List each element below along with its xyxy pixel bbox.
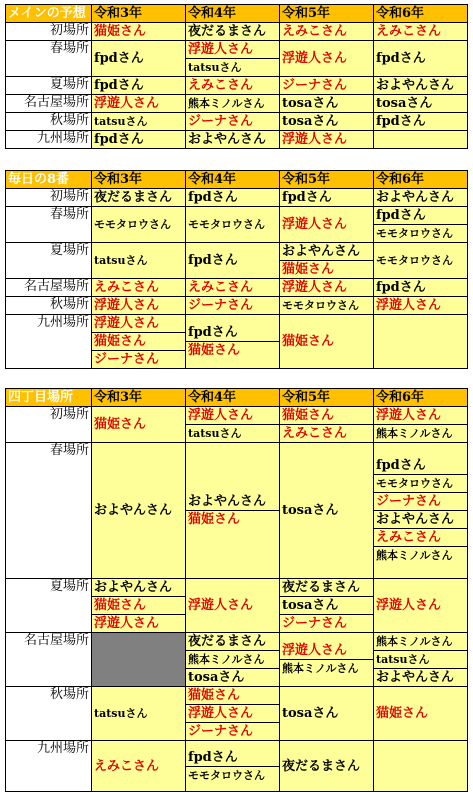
prediction-cell — [92, 95, 186, 113]
prediction-cell — [92, 243, 186, 279]
prediction-cell — [280, 207, 374, 243]
predictor-name: えみこさん — [280, 424, 373, 442]
predictor-name: 熊本ミノルさん — [374, 546, 467, 564]
predictor-name: 猫姫さん — [186, 341, 279, 359]
prediction-cell — [374, 407, 468, 443]
predictor-name: 浮遊人さん — [376, 298, 442, 313]
predictor-name: 浮遊人さん — [282, 643, 348, 658]
predictor-name: fpdさん — [376, 114, 426, 129]
predictor-name: 猫姫さん — [92, 332, 185, 350]
predictor-name: fpdさん — [376, 280, 426, 295]
table-row — [6, 189, 468, 207]
predictor-name: 猫姫さん — [188, 688, 241, 703]
table-title: 四丁目場所 — [6, 389, 92, 407]
predictor-name: tatsuさん — [94, 254, 148, 267]
table-title: メインの予想 — [6, 5, 92, 23]
prediction-cell — [280, 579, 374, 633]
predictor-name: およやんさん — [376, 190, 455, 205]
prediction-cell — [92, 23, 186, 41]
predictor-name: fpdさん — [188, 253, 238, 268]
predictor-name: 夜だるまさん — [188, 634, 267, 649]
prediction-cell — [92, 279, 186, 297]
predictor-name: ジーナさん — [92, 350, 185, 368]
prediction-cell — [374, 579, 468, 633]
basho-label: 夏場所 — [6, 77, 92, 95]
predictor-name: tosaさん — [376, 96, 433, 111]
header-row — [6, 389, 468, 407]
basho-label: 秋場所 — [6, 297, 92, 315]
predictor-name: tosaさん — [280, 596, 373, 614]
table-row — [6, 207, 468, 243]
predictor-name: 夜だるまさん — [282, 580, 361, 595]
table-row — [6, 131, 468, 149]
predictor-name: 猫姫さん — [94, 417, 147, 432]
predictor-name: 浮遊人さん — [94, 96, 160, 111]
prediction-cell — [186, 443, 280, 579]
predictor-name: 猫姫さん — [92, 596, 185, 614]
predictor-name: 夜だるまさん — [282, 758, 361, 774]
prediction-cell — [92, 189, 186, 207]
prediction-cell — [92, 41, 186, 77]
prediction-cell — [186, 741, 280, 792]
prediction-cell — [374, 443, 468, 579]
prediction-cell — [280, 131, 374, 149]
prediction-cell — [92, 207, 186, 243]
prediction-cell — [280, 113, 374, 131]
prediction-cell — [186, 633, 280, 687]
year-header: 令和4年 — [186, 5, 280, 23]
table-row — [6, 41, 468, 77]
prediction-cell — [92, 687, 186, 741]
prediction-cell — [186, 207, 280, 243]
table-row — [6, 407, 468, 443]
predictor-name: tosaさん — [282, 706, 339, 721]
predictor-name: およやんさん — [94, 503, 173, 518]
year-header: 令和5年 — [280, 389, 374, 407]
table-row — [6, 243, 468, 279]
table-row — [6, 297, 468, 315]
prediction-cell — [374, 207, 468, 243]
predictor-name: tosaさん — [282, 114, 339, 129]
predictor-name: 猫姫さん — [282, 408, 335, 423]
year-header: 令和3年 — [92, 5, 186, 23]
prediction-cell — [280, 443, 374, 579]
table-row — [6, 443, 468, 579]
basho-label: 名古屋場所 — [6, 279, 92, 297]
year-header: 令和4年 — [186, 389, 280, 407]
prediction-cell — [374, 95, 468, 113]
predictor-name: 浮遊人さん — [282, 51, 348, 66]
table-row — [6, 741, 468, 792]
predictor-name: 猫姫さん — [186, 510, 279, 528]
predictor-name: モモタロウさん — [374, 224, 467, 242]
prediction-cell — [186, 41, 280, 77]
prediction-cell — [374, 687, 468, 741]
predictor-name: およやんさん — [188, 494, 267, 509]
predictor-name: およやんさん — [188, 132, 267, 147]
prediction-cell — [374, 77, 468, 95]
prediction-cell — [186, 297, 280, 315]
basho-label: 夏場所 — [6, 243, 92, 279]
basho-label: 名古屋場所 — [6, 95, 92, 113]
predictor-name: 浮遊人さん — [188, 598, 254, 613]
prediction-cell — [186, 315, 280, 369]
prediction-cell — [280, 23, 374, 41]
predictor-name: tatsuさん — [186, 58, 279, 76]
header-row — [6, 5, 468, 23]
predictor-name: 浮遊人さん — [94, 316, 160, 331]
predictor-name: 熊本ミノルさん — [186, 650, 279, 668]
predictor-name: fpdさん — [376, 458, 426, 473]
predictor-name: およやんさん — [94, 580, 173, 595]
table-row — [6, 315, 468, 369]
predictor-name: 浮遊人さん — [188, 42, 254, 57]
predictor-name: tosaさん — [186, 668, 279, 686]
predictor-name: 浮遊人さん — [282, 132, 348, 147]
predictor-name: 浮遊人さん — [282, 280, 348, 295]
predictor-name: ジーナさん — [280, 614, 373, 632]
table-row — [6, 279, 468, 297]
predictor-name: 猫姫さん — [282, 334, 335, 349]
basho-label: 初場所 — [6, 23, 92, 41]
prediction-cell — [186, 113, 280, 131]
prediction-cell — [280, 687, 374, 741]
predictor-name: 猫姫さん — [280, 260, 373, 278]
prediction-cell — [186, 95, 280, 113]
year-header: 令和6年 — [374, 5, 468, 23]
basho-label: 名古屋場所 — [6, 633, 92, 687]
predictor-name: モモタロウさん — [188, 218, 265, 231]
prediction-cell — [374, 633, 468, 687]
main-prediction-table — [5, 4, 468, 149]
basho-label: 秋場所 — [6, 113, 92, 131]
predictor-name: モモタロウさん — [376, 254, 453, 267]
year-header: 令和3年 — [92, 389, 186, 407]
prediction-cell — [280, 41, 374, 77]
prediction-cell — [374, 741, 468, 792]
prediction-cell — [374, 113, 468, 131]
predictor-name: tatsuさん — [94, 707, 148, 720]
prediction-cell — [374, 243, 468, 279]
prediction-cell — [92, 297, 186, 315]
predictor-name: 熊本ミノルさん — [374, 424, 467, 442]
prediction-cell — [374, 297, 468, 315]
predictor-name: およやんさん — [374, 668, 467, 686]
prediction-cell — [186, 279, 280, 297]
predictor-name: ジーナさん — [374, 492, 467, 510]
prediction-cell — [186, 407, 280, 443]
predictor-name: fpdさん — [94, 132, 144, 147]
prediction-cell — [92, 113, 186, 131]
predictor-name: 浮遊人さん — [376, 408, 442, 423]
prediction-cell — [92, 131, 186, 149]
prediction-cell — [92, 741, 186, 792]
prediction-cell — [280, 279, 374, 297]
prediction-cell — [280, 633, 374, 687]
empty-cell — [92, 633, 186, 687]
prediction-cell — [374, 315, 468, 369]
basho-label: 九州場所 — [6, 741, 92, 792]
basho-label: 夏場所 — [6, 579, 92, 633]
prediction-cell — [374, 189, 468, 207]
prediction-cell — [92, 77, 186, 95]
table-row — [6, 23, 468, 41]
prediction-cell — [280, 297, 374, 315]
prediction-cell — [374, 23, 468, 41]
predictor-name: 猫姫さん — [94, 24, 147, 39]
predictor-name: 夜だるまさん — [188, 24, 267, 39]
predictor-name: ジーナさん — [282, 78, 348, 93]
predictor-name: 夜だるまさん — [94, 190, 173, 205]
predictor-name: fpdさん — [94, 51, 144, 66]
predictor-name: えみこさん — [282, 24, 348, 39]
predictor-name: fpdさん — [188, 325, 238, 340]
prediction-cell — [186, 23, 280, 41]
predictor-name: モモタロウさん — [186, 766, 279, 784]
year-header: 令和6年 — [374, 171, 468, 189]
predictor-name: 熊本ミノルさん — [188, 97, 265, 110]
yonchome-basho-table — [5, 388, 468, 792]
year-header: 令和3年 — [92, 171, 186, 189]
predictor-name: 浮遊人さん — [94, 298, 160, 313]
basho-label: 春場所 — [6, 443, 92, 579]
basho-label: 春場所 — [6, 41, 92, 77]
table-row — [6, 113, 468, 131]
prediction-cell — [92, 443, 186, 579]
basho-label: 春場所 — [6, 207, 92, 243]
basho-label: 初場所 — [6, 407, 92, 443]
basho-label: 秋場所 — [6, 687, 92, 741]
predictor-name: fpdさん — [188, 749, 238, 765]
prediction-cell — [280, 741, 374, 792]
predictor-name: 浮遊人さん — [376, 598, 442, 613]
predictor-name: 猫姫さん — [376, 706, 429, 721]
prediction-cell — [92, 579, 186, 633]
predictor-name: fpdさん — [94, 78, 144, 93]
predictor-name: ジーナさん — [188, 114, 254, 129]
predictor-name: 熊本ミノルさん — [376, 635, 453, 648]
predictor-name: 浮遊人さん — [282, 217, 348, 232]
predictor-name: 浮遊人さん — [186, 704, 279, 722]
prediction-cell — [374, 279, 468, 297]
prediction-cell — [280, 315, 374, 369]
predictor-name: およやんさん — [376, 78, 455, 93]
table-row — [6, 633, 468, 687]
prediction-cell — [280, 407, 374, 443]
prediction-cell — [280, 243, 374, 279]
predictor-name: ジーナさん — [188, 298, 254, 313]
predictor-name: fpdさん — [188, 190, 238, 205]
basho-label: 九州場所 — [6, 315, 92, 369]
year-header: 令和6年 — [374, 389, 468, 407]
predictor-name: tosaさん — [282, 503, 339, 518]
predictor-name: えみこさん — [374, 528, 467, 546]
basho-label: 九州場所 — [6, 131, 92, 149]
prediction-cell — [186, 189, 280, 207]
predictor-name: fpdさん — [376, 51, 426, 66]
daily-eight-table — [5, 170, 468, 369]
prediction-cell — [280, 95, 374, 113]
table-title: 毎日の8番 — [6, 171, 92, 189]
predictor-name: えみこさん — [376, 24, 442, 39]
predictor-name: ジーナさん — [186, 722, 279, 740]
year-header: 令和4年 — [186, 171, 280, 189]
predictor-name: fpdさん — [282, 190, 332, 205]
predictor-name: モモタロウさん — [374, 474, 467, 492]
prediction-cell — [186, 243, 280, 279]
predictor-name: モモタロウさん — [282, 299, 359, 312]
prediction-cell — [186, 687, 280, 741]
prediction-cell — [92, 407, 186, 443]
table-row — [6, 579, 468, 633]
prediction-cell — [280, 77, 374, 95]
header-row — [6, 171, 468, 189]
predictor-name: およやんさん — [374, 510, 467, 528]
prediction-cell — [92, 315, 186, 369]
predictor-name: えみこさん — [94, 280, 160, 295]
prediction-cell — [186, 77, 280, 95]
predictor-name: えみこさん — [94, 758, 160, 774]
predictor-name: 浮遊人さん — [92, 614, 185, 632]
predictor-name: tatsuさん — [94, 115, 148, 128]
predictor-name: えみこさん — [188, 280, 254, 295]
year-header: 令和5年 — [280, 171, 374, 189]
predictor-name: tatsuさん — [186, 424, 279, 442]
table-row — [6, 77, 468, 95]
predictor-name: fpdさん — [376, 208, 426, 223]
table-row — [6, 687, 468, 741]
prediction-cell — [186, 131, 280, 149]
table-row — [6, 95, 468, 113]
predictor-name: tatsuさん — [374, 650, 467, 668]
basho-label: 初場所 — [6, 189, 92, 207]
predictor-name: 熊本ミノルさん — [280, 659, 373, 677]
predictor-name: tosaさん — [282, 96, 339, 111]
prediction-cell — [374, 131, 468, 149]
predictor-name: モモタロウさん — [94, 218, 171, 231]
predictor-name: えみこさん — [188, 78, 254, 93]
year-header: 令和5年 — [280, 5, 374, 23]
predictor-name: 浮遊人さん — [188, 408, 254, 423]
prediction-cell — [374, 41, 468, 77]
prediction-cell — [280, 189, 374, 207]
predictor-name: およやんさん — [282, 244, 361, 259]
prediction-cell — [186, 579, 280, 633]
